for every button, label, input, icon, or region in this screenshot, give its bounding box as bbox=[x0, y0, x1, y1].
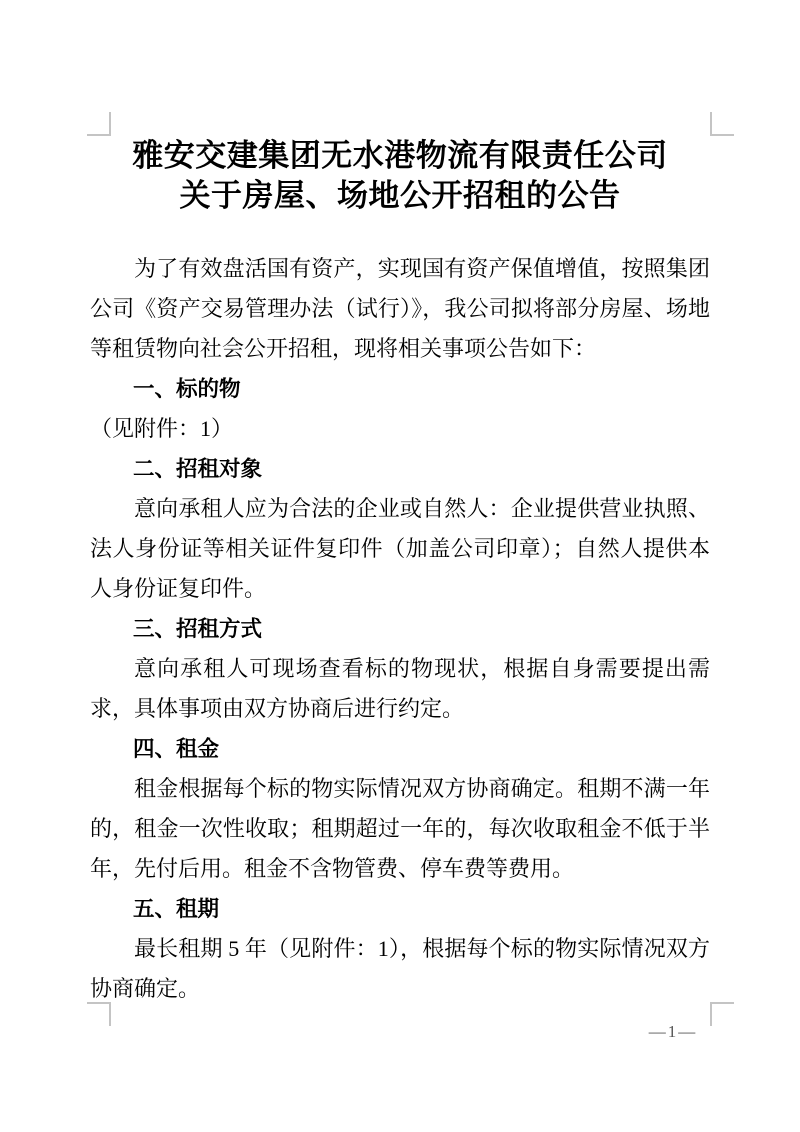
title-line-1: 雅安交建集团无水港物流有限责任公司 bbox=[132, 138, 668, 173]
section-4-body: 租金根据每个标的物实际情况双方协商确定。租期不满一年的，租金一次性收取；租期超过一年的，每次收取租金不低于半年，先付后用。租金不含物管费、停车费等费用。 bbox=[90, 776, 710, 881]
title-line-2: 关于房屋、场地公开招租的公告 bbox=[179, 178, 621, 213]
text-boundary-mark-top-right bbox=[710, 112, 734, 136]
section-4-heading: 四、租金 bbox=[133, 737, 220, 761]
section-1-heading: 一、标的物 bbox=[133, 377, 241, 401]
section-2-heading: 二、招租对象 bbox=[133, 457, 263, 481]
section-5-body: 最长租期 5 年（见附件：1），根据每个标的物实际情况双方协商确定。 bbox=[90, 936, 710, 1001]
page-number: —1— bbox=[648, 1022, 698, 1041]
section-5-heading: 五、租期 bbox=[133, 897, 220, 921]
document-body bbox=[90, 0, 710, 1009]
section-2-body: 意向承租人应为合法的企业或自然人：企业提供营业执照、法人身份证等相关证件复印件（加盖公司印章）；自然人提供本人身份证复印件。 bbox=[90, 496, 710, 601]
section-3-heading: 三、招租方式 bbox=[133, 617, 263, 641]
intro-paragraph: 为了有效盘活国有资产，实现国有资产保值增值，按照集团公司《资产交易管理办法（试行）》，我公司拟将部分房屋、场地等租赁物向社会公开招租，现将相关事项公告如下： bbox=[90, 256, 710, 361]
document-title bbox=[90, 136, 710, 216]
section-3-body: 意向承租人可现场查看标的物现状，根据自身需要提出需求，具体事项由双方协商后进行约定。 bbox=[90, 656, 710, 721]
section-1-body: （见附件：1） bbox=[90, 416, 234, 441]
